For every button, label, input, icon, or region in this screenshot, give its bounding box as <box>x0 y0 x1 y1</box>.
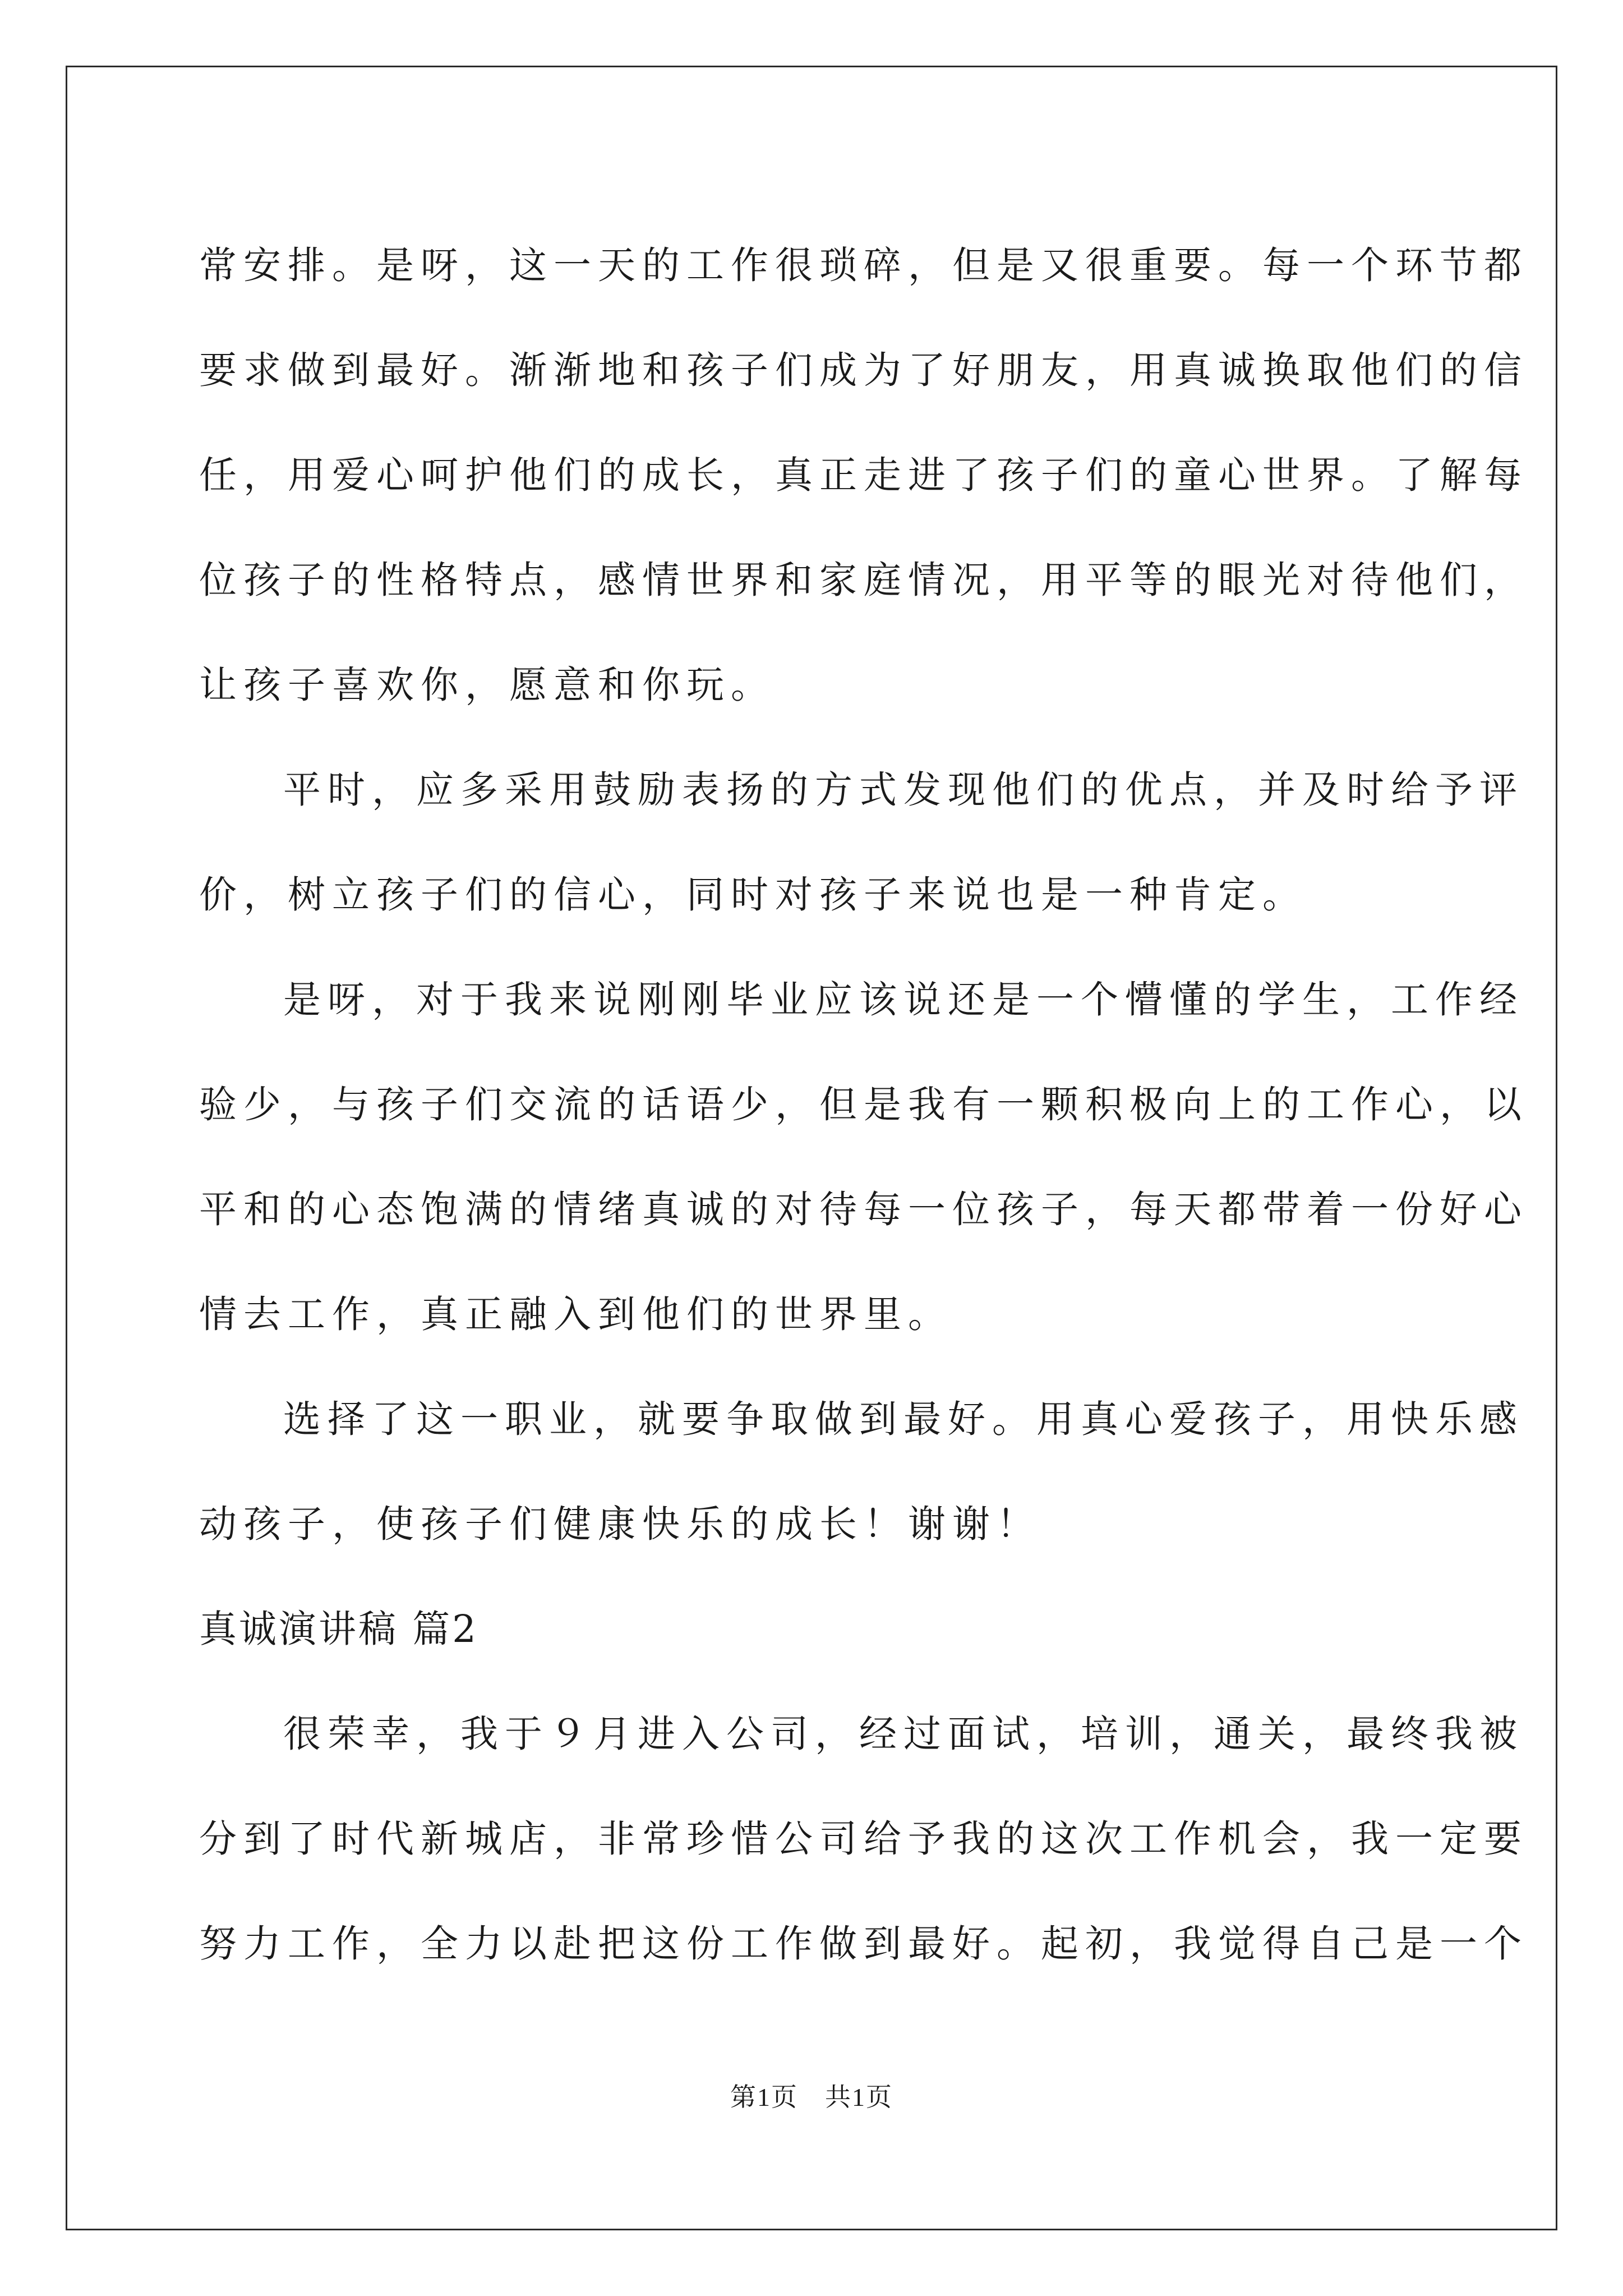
text-line: 验少，与孩子们交流的话语少，但是我有一颗积极向上的工作心，以 <box>199 1083 1528 1126</box>
text-line: 分到了时代新城店，非常珍惜公司给予我的这次工作机会，我一定要 <box>199 1817 1528 1861</box>
text-line: 常安排。是呀，这一天的工作很琐碎，但是又很重要。每一个环节都 <box>199 243 1528 287</box>
text-line: 价，树立孩子们的信心，同时对孩子来说也是一种肯定。 <box>199 873 1307 917</box>
text-line: 动孩子，使孩子们健康快乐的成长！谢谢！ <box>199 1502 1041 1546</box>
text-line: 情去工作，真正融入到他们的世界里。 <box>199 1292 952 1336</box>
paragraph-first-line: 是呀，对于我来说刚刚毕业应该说还是一个懵懂的学生，工作经 <box>283 978 1524 1022</box>
page-number-footer: 第1页 共1页 <box>730 2083 893 2111</box>
text-line: 任，用爱心呵护他们的成长，真正走进了孩子们的童心世界。了解每 <box>199 453 1528 497</box>
paragraph-first-line: 很荣幸，我于９月进入公司，经过面试，培训，通关，最终我被 <box>283 1712 1524 1756</box>
text-line: 要求做到最好。渐渐地和孩子们成为了好朋友，用真诚换取他们的信 <box>199 348 1528 392</box>
text-line: 努力工作，全力以赴把这份工作做到最好。起初，我觉得自己是一个 <box>199 1922 1528 1966</box>
document-body <box>199 213 1528 1996</box>
text-line: 平和的心态饱满的情绪真诚的对待每一位孩子，每天都带着一份好心 <box>199 1188 1528 1231</box>
text-line: 让孩子喜欢你，愿意和你玩。 <box>199 663 775 707</box>
paragraph-first-line: 选择了这一职业，就要争取做到最好。用真心爱孩子，用快乐感 <box>283 1397 1524 1441</box>
text-line: 位孩子的性格特点，感情世界和家庭情况，用平等的眼光对待他们， <box>199 558 1528 602</box>
paragraph-first-line: 平时，应多采用鼓励表扬的方式发现他们的优点，并及时给予评 <box>283 768 1524 812</box>
section-heading: 真诚演讲稿 篇2 <box>199 1607 478 1651</box>
